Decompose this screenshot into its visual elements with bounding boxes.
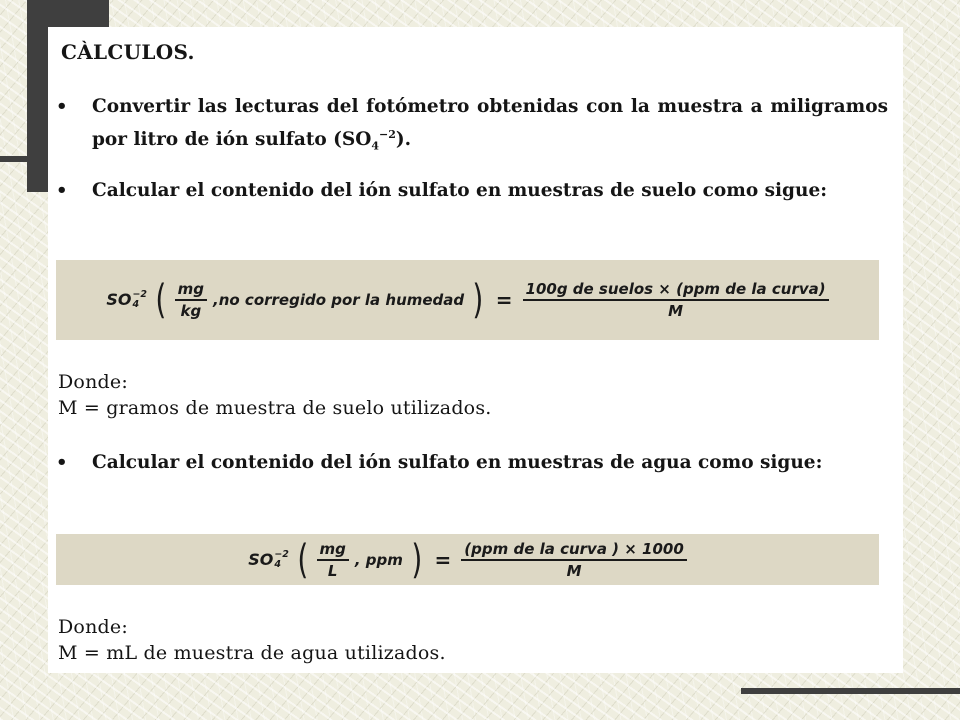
bullet-water-calculation (56, 449, 888, 477)
bullet-soil-calculation (56, 177, 888, 205)
left-paren: ( (297, 536, 309, 583)
unit-fraction: $\frac{mg}{kg}$ (175, 280, 207, 320)
formula-qualifier: ,no corregido por la humedad (213, 291, 465, 309)
where-label: Donde: (58, 371, 128, 393)
left-paren: ( (155, 277, 167, 323)
m-definition-soil: M = gramos de muestra de suelo utilizados. (58, 397, 492, 419)
calculation-slide (48, 27, 903, 673)
bullet-icon: • (56, 96, 68, 117)
bullet-convert-readings (56, 93, 888, 161)
bullet-icon: • (56, 452, 68, 473)
bullet-text: Calcular el contenido del ión sulfato en muestras de agua como sigue: (92, 452, 823, 473)
sulfate-symbol: SO −2 4 (106, 289, 148, 310)
decorative-bottom-line (741, 688, 960, 694)
bullet-icon: • (56, 180, 68, 201)
soil-formula (56, 260, 879, 340)
right-paren: ) (472, 277, 484, 323)
equals-sign: = (434, 547, 452, 572)
equals-sign: = (495, 288, 513, 312)
m-definition-water: M = mL de muestra de agua utilizados. (58, 642, 446, 664)
unit-fraction: $\frac{mg}{L}$ (317, 540, 349, 580)
result-fraction: $\frac{\text{100g de suelos × (ppm de la curva)}}{M}$ (523, 280, 829, 320)
result-fraction: $\frac{\text{(ppm de la curva ) × 1000}}{M}$ (461, 540, 687, 580)
where-label: Donde: (58, 616, 128, 638)
bullet-text: Convertir las lecturas del fotómetro obtenidas con la muestra a miligramos por litro de ión sulfato $(SO_4^{-2})$. (92, 96, 888, 153)
slide-title: CÀLCULOS. (61, 40, 195, 64)
bullet-text: Calcular el contenido del ión sulfato en muestras de suelo como sigue: (92, 180, 828, 201)
water-formula (56, 534, 879, 585)
right-paren: ) (411, 536, 423, 583)
sulfate-symbol: SO −2 4 (248, 548, 289, 570)
formula-qualifier: , ppm (354, 550, 403, 569)
